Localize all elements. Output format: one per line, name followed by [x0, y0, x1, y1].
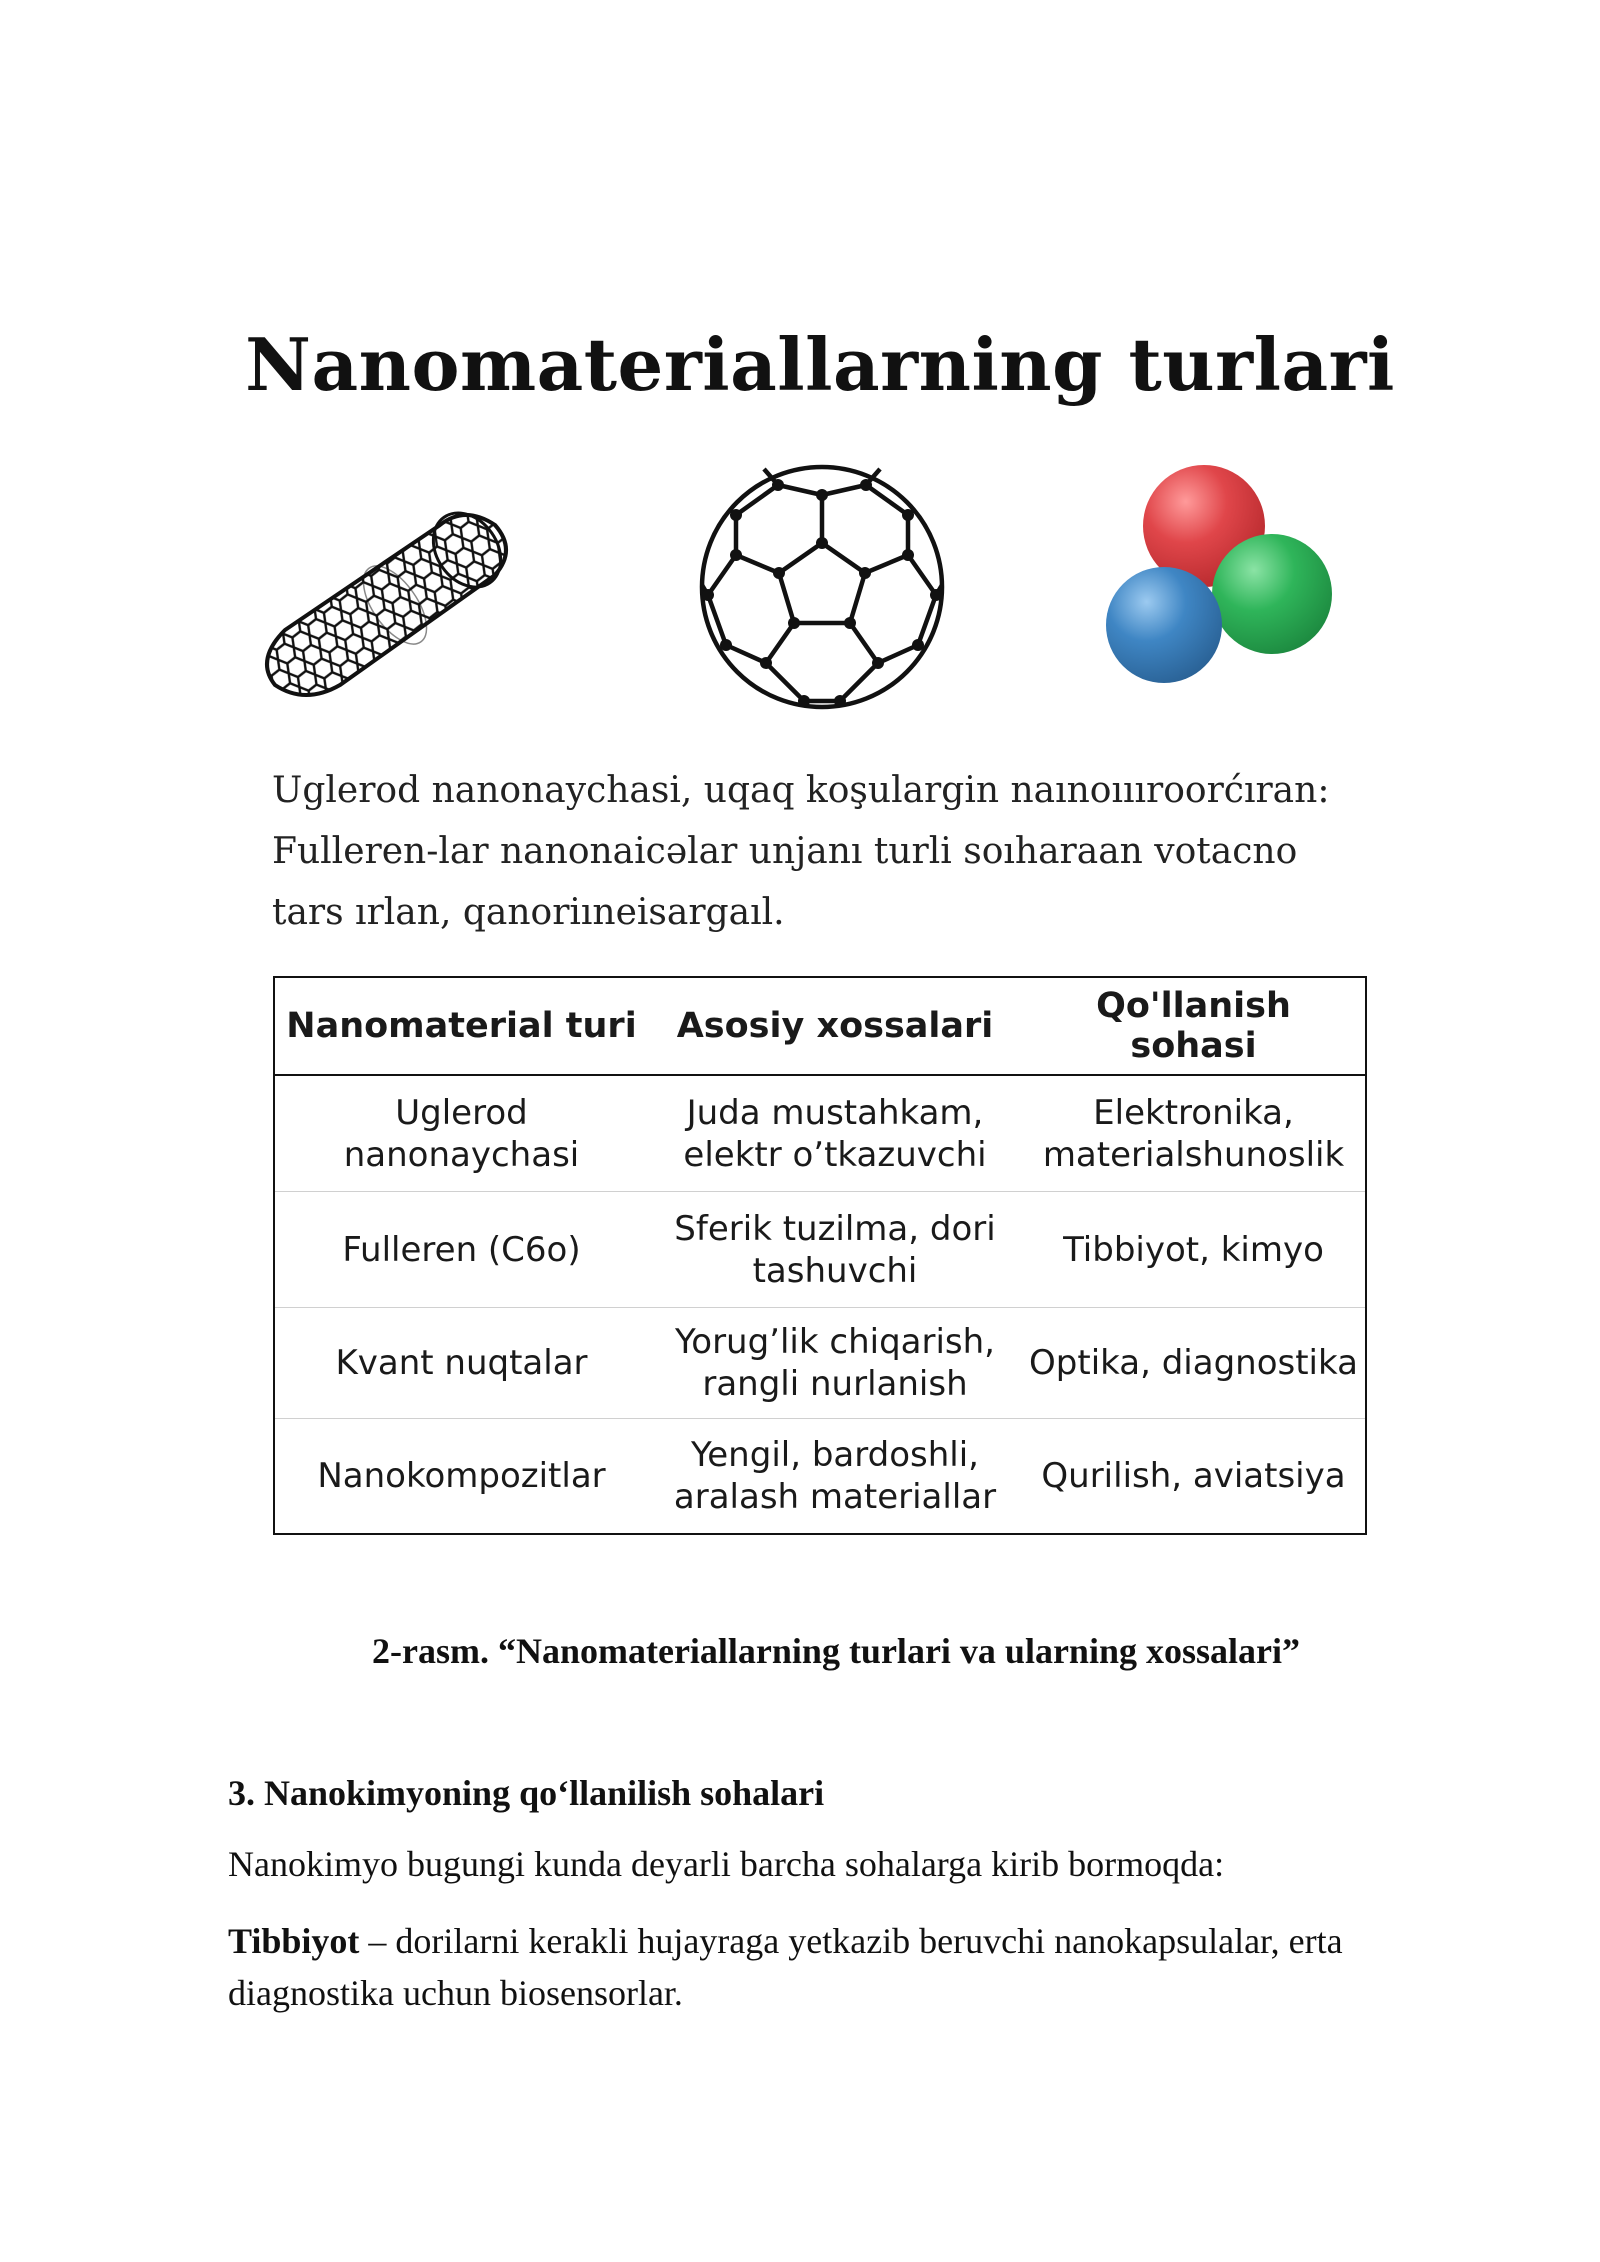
table-cell: Optika, diagnostika: [1022, 1308, 1366, 1419]
intro-line: Uglerod nanonaychasi, uqaq koşulargin naınoıııroorćıran:: [272, 770, 1330, 811]
quantum-dots-icon: [1100, 462, 1340, 692]
table-cell: Sferik tuzilma, dori tashuvchi: [648, 1192, 1022, 1308]
column-header: Qo'llanish sohasi: [1022, 977, 1366, 1075]
carbon-nanotube-icon: [245, 455, 510, 705]
table-cell: Juda mustahkam, elektr o’tkazuvchi: [648, 1075, 1022, 1192]
page-title: Nanomateriallarning turlari: [245, 322, 1395, 407]
table-cell: Qurilish, aviatsiya: [1041, 1456, 1346, 1496]
table-row: [274, 1075, 1366, 1192]
term-label: Tibbiyot: [228, 1921, 360, 1961]
table-row: [274, 1192, 1366, 1308]
fullerene-c60-icon: [690, 455, 955, 720]
section-heading: 3. Nanokimyoning qo‘llanilish sohalari: [228, 1773, 825, 1813]
column-header: Nanomaterial turi: [274, 977, 648, 1075]
table-cell: Yengil, bardoshli, aralash materiallar: [673, 1435, 997, 1517]
table-cell: Elektronika, materialshunoslik: [1022, 1075, 1366, 1192]
table-cell: Fulleren (C6o): [274, 1192, 648, 1308]
body-paragraph: Nanokimyo bugungi kunda deyarli barcha sohalarga kirib bormoqda:: [228, 1844, 1225, 1884]
intro-line: Fulleren-lar nanonaicəlar unjanı turli soıharaan votacno: [272, 831, 1298, 872]
table-row: [274, 1419, 1366, 1535]
term-description: – dorilarni kerakli hujayraga yetkazib beruvchi nanokapsulalar, erta diagnostika uchun biosensorlar.: [228, 1921, 1343, 2013]
table-cell: Uglerod nanonaychasi: [274, 1075, 648, 1192]
table-header-row: [274, 977, 1366, 1075]
table-cell: Yorug’lik chiqarish, rangli nurlanish: [648, 1308, 1022, 1419]
column-header: Asosiy xossalari: [648, 977, 1022, 1075]
table-cell: Kvant nuqtalar: [274, 1308, 648, 1419]
intro-paragraph: [272, 760, 1362, 943]
table-cell: Tibbiyot, kimyo: [1022, 1192, 1366, 1308]
table-row: [274, 1308, 1366, 1419]
nanomaterials-table: [273, 976, 1367, 1535]
intro-line: tars ırlan, qanoriıneisargaıl.: [272, 892, 785, 933]
table-cell: Nanokompozitlar: [317, 1456, 606, 1496]
body-paragraph: [228, 1915, 1408, 2019]
figure-caption: 2-rasm. “Nanomateriallarning turlari va ularning xossalari”: [372, 1631, 1300, 1671]
